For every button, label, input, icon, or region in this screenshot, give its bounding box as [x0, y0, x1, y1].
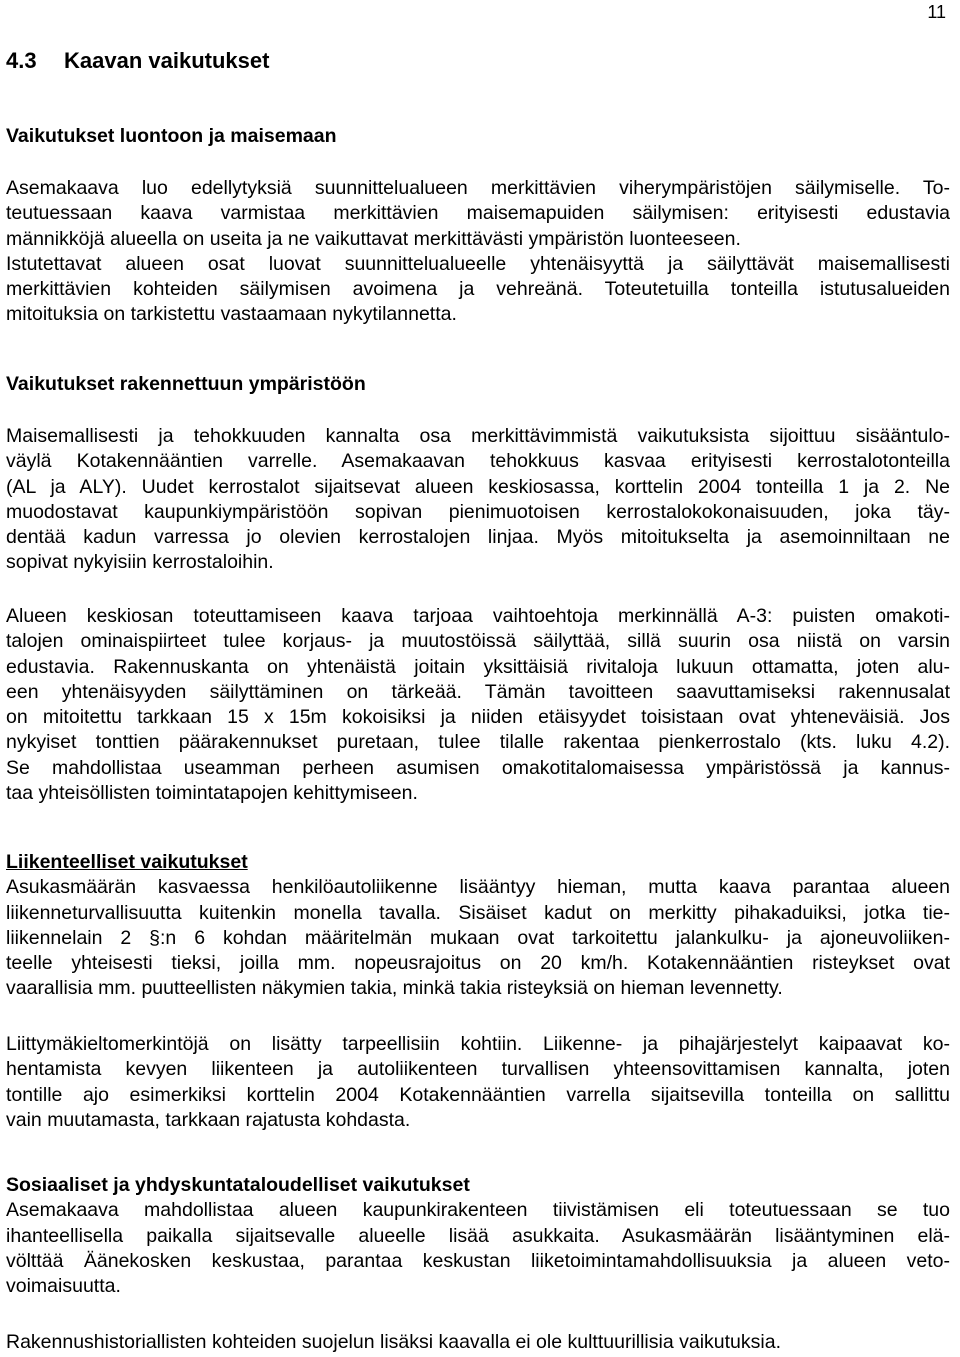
text-line: on mitoitettu tarkkaan 15 x 15m kokoisiksi ja niiden etäisyydet toisistaan ovat yhteneväisiä. Jos: [6, 706, 950, 729]
text-line: hentamista kevyen liikenteen ja autoliikenteen turvallisen yhteensovittamisen kannalta, joten: [6, 1058, 950, 1081]
section-title-text: Kaavan vaikutukset: [64, 48, 270, 73]
text-line: muodostavat kaupunkiympäristöön sopivan pienimuotoisen kerrostalokokonaisuuden, joka täy-: [6, 500, 950, 523]
text-line: voimaisuutta.: [6, 1275, 121, 1298]
paragraph-cultural: [6, 1330, 950, 1355]
text-line: (AL ja ALY). Uudet kerrostalot sijaitsevat alueen keskiosassa, korttelin 2004 tonteilla 1 ja 2. Ne: [6, 475, 950, 498]
text-line: talojen ominaispiirteet tulee korjaus- ja muutostöissä säilyttää, sillä suurin osa niistä on varsin: [6, 630, 950, 653]
text-line: teutuessaan kaava varmistaa merkittävien maisemapuiden säilymisen: erityisesti edustavia: [6, 202, 950, 225]
text-line: sopivat nykyisiin kerrostaloihin.: [6, 551, 274, 574]
heading-social: Sosiaaliset ja yhdyskuntataloudelliset vaikutukset: [6, 1174, 470, 1196]
text-line: dentää kadun varressa jo olevien kerrostalojen linjaa. Myös mitoitukselta ja asemoinniltaan ne: [6, 526, 950, 549]
text-line: Liittymäkieltomerkintöjä on lisätty tarpeellisiin kohtiin. Liikenne- ja pihajärjestelyt kaipaavat ko-: [6, 1033, 950, 1055]
text-line: edustavia. Rakennuskanta on yhtenäistä joitain yksittäisiä rivitaloja lukuun ottamatta, joten alu-: [6, 655, 950, 678]
text-line: väylä Kotakennääntien varrelle. Asemakaavan tehokkuus kasvaa erityisesti kerrostalotonteilla: [6, 450, 950, 473]
paragraph-nature: [6, 176, 950, 328]
text-line: Asemakaava luo edellytyksiä suunnittelualueen merkittävien viherympäristöjen säilymiselle. To-: [6, 177, 950, 199]
text-line: merkittävien kohteiden säilymisen avoimena ja vehreänä. Toteutetuilla tonteilla istutusalueiden: [6, 278, 950, 301]
text-line: Istutettavat alueen osat luovat suunnittelualueelle yhtenäisyyttä ja säilyttävät maisemallisesti: [6, 252, 950, 275]
section-title: [6, 48, 269, 74]
text-line: Maisemallisesti ja tehokkuuden kannalta osa merkittävimmistä vaikutuksista sijoittuu sisääntulo-: [6, 425, 950, 447]
paragraph-traffic: [6, 850, 950, 1002]
text-line: Rakennushistoriallisten kohteiden suojelun lisäksi kaavalla ei ole kulttuurillisia vaikutuksia.: [6, 1331, 781, 1353]
text-line: tontille ajo esimerkiksi korttelin 2004 Kotakennääntien varrella sijaitsevilla tonteilla on sallittu: [6, 1083, 950, 1106]
text-line: nykyiset tonttien päärakennukset puretaan, tulee tilalle rakentaa pienkerrostalo (kts. luku 4.2).: [6, 731, 950, 754]
text-line: liikenneturvallisuutta kuitenkin monella tavalla. Sisäiset kadut on merkitty pihakaduiksi, jotka tie-: [6, 901, 950, 924]
text-line: Alueen keskiosan toteuttamiseen kaava tarjoaa vaihtoehtoja merkinnällä A-3: puisten omakoti-: [6, 605, 950, 627]
section-number: 4.3: [6, 48, 37, 73]
paragraph-access-restrictions: [6, 1032, 950, 1133]
text-line: Asemakaava mahdollistaa alueen kaupunkirakenteen tiivistämisen eli toteutuessaan se tuo: [6, 1199, 950, 1222]
text-line: männikköjä alueella on useita ja ne vaikuttavat merkittävästi ympäristön luonteeseen.: [6, 227, 741, 250]
text-line: ihanteellisella paikalla sijaitsevalle alueelle lisää asukkaita. Asukasmäärän lisääntyminen elä-: [6, 1224, 950, 1247]
text-line: teelle yhteisesti tieksi, joilla mm. nopeusrajoitus on 20 km/h. Kotakennääntien risteykset ovat: [6, 952, 950, 975]
text-line: Se mahdollistaa useamman perheen asumisen omakotitalomaisessa ympäristössä ja kannus-: [6, 756, 950, 779]
text-line: Asukasmäärän kasvaessa henkilöautoliikenne lisääntyy hieman, mutta kaava parantaa alueen: [6, 876, 950, 899]
paragraph-built-1: [6, 424, 950, 576]
text-line: völttää Äänekosken keskustaa, parantaa keskustan liiketoimintamahdollisuuksia ja alueen veto-: [6, 1249, 950, 1272]
text-line: vain muutamasta, tarkkaan rajatusta kohdasta.: [6, 1108, 411, 1131]
heading-nature-landscape: Vaikutukset luontoon ja maisemaan: [6, 125, 337, 147]
text-line: liikennelain 2 §:n 6 kohdan määritelmän mukaan ovat tarkoitettu jalankulku- ja ajoneuvoliiken-: [6, 926, 950, 949]
text-line: een yhtenäisyyden säilyttäminen on tärkeää. Tämän tavoitteen saavuttamiseksi rakennusalat: [6, 680, 950, 703]
heading-built-environment: Vaikutukset rakennettuun ympäristöön: [6, 373, 366, 395]
text-line: vaarallisia mm. puutteellisten näkymien takia, minkä takia risteyksiä on hieman levennetty.: [6, 977, 783, 1000]
heading-traffic: Liikenteelliset vaikutukset: [6, 851, 248, 873]
page-number: 11: [927, 2, 946, 22]
paragraph-social: [6, 1173, 950, 1299]
text-line: taa yhteisöllisten toimintatapojen kehittymiseen.: [6, 782, 418, 805]
paragraph-built-2: [6, 604, 950, 806]
text-line: mitoituksia on tarkistettu vastaamaan nykytilannetta.: [6, 303, 457, 326]
